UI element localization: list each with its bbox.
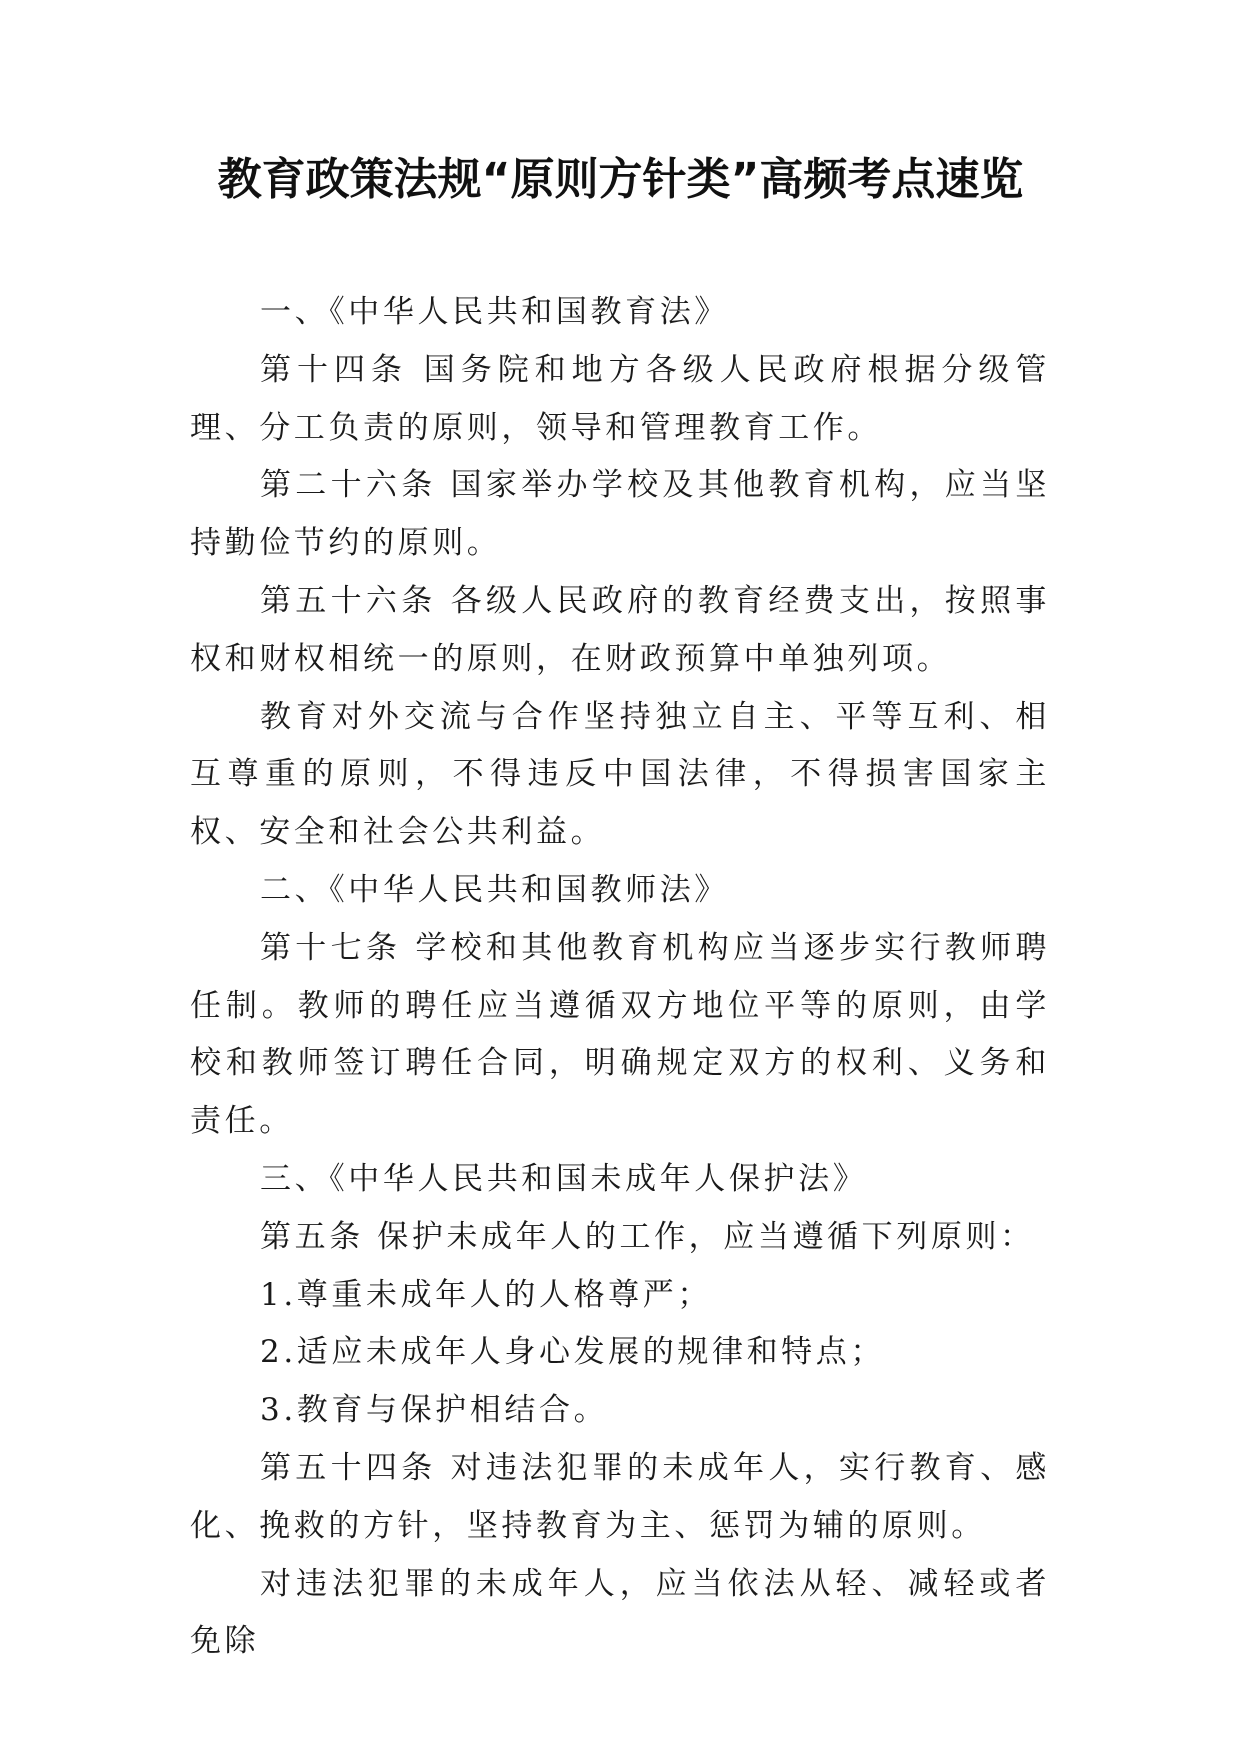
principle-item-2: 2.适应未成年人身心发展的规律和特点； (260, 1334, 885, 1371)
article-5: 第五条 保护未成年人的工作，应当遵循下列原则： (260, 1218, 1035, 1255)
paragraph-lenient-treatment: 对违法犯罪的未成年人，应当依法从轻、减轻或者免除 (190, 1565, 1050, 1660)
article-56: 第五十六条 各级人民政府的教育经费支出，按照事权和财权相统一的原则，在财政预算中单独列项。 (190, 582, 1050, 677)
article-17: 第十七条 学校和其他教育机构应当逐步实行教师聘任制。教师的聘任应当遵循双方地位平等的原则，由学校和教师签订聘任合同，明确规定双方的权利、义务和责任。 (190, 929, 1050, 1140)
principle-item-3: 3.教育与保护相结合。 (260, 1392, 609, 1429)
section-heading-minors-protection-law: 三、《中华人民共和国未成年人保护法》 (260, 1160, 868, 1197)
principle-item-1: 1.尊重未成年人的人格尊严； (260, 1276, 712, 1313)
document-body (190, 284, 1050, 1671)
section-heading-education-law: 一、《中华人民共和国教育法》 (260, 294, 729, 330)
section-heading-teachers-law: 二、《中华人民共和国教师法》 (260, 871, 729, 908)
article-54: 第五十四条 对违法犯罪的未成年人，实行教育、感化、挽救的方针，坚持教育为主、惩罚为辅的原则。 (190, 1449, 1050, 1544)
article-14: 第十四条 国务院和地方各级人民政府根据分级管理、分工负责的原则，领导和管理教育工作。 (190, 351, 1050, 446)
paragraph-international-exchange: 教育对外交流与合作坚持独立自主、平等互利、相互尊重的原则，不得违反中国法律，不得损害国家主权、安全和社会公共利益。 (190, 698, 1050, 851)
article-26: 第二十六条 国家举办学校及其他教育机构，应当坚持勤俭节约的原则。 (190, 467, 1050, 562)
document-title: 教育政策法规“原则方针类”高频考点速览 (217, 154, 1024, 205)
